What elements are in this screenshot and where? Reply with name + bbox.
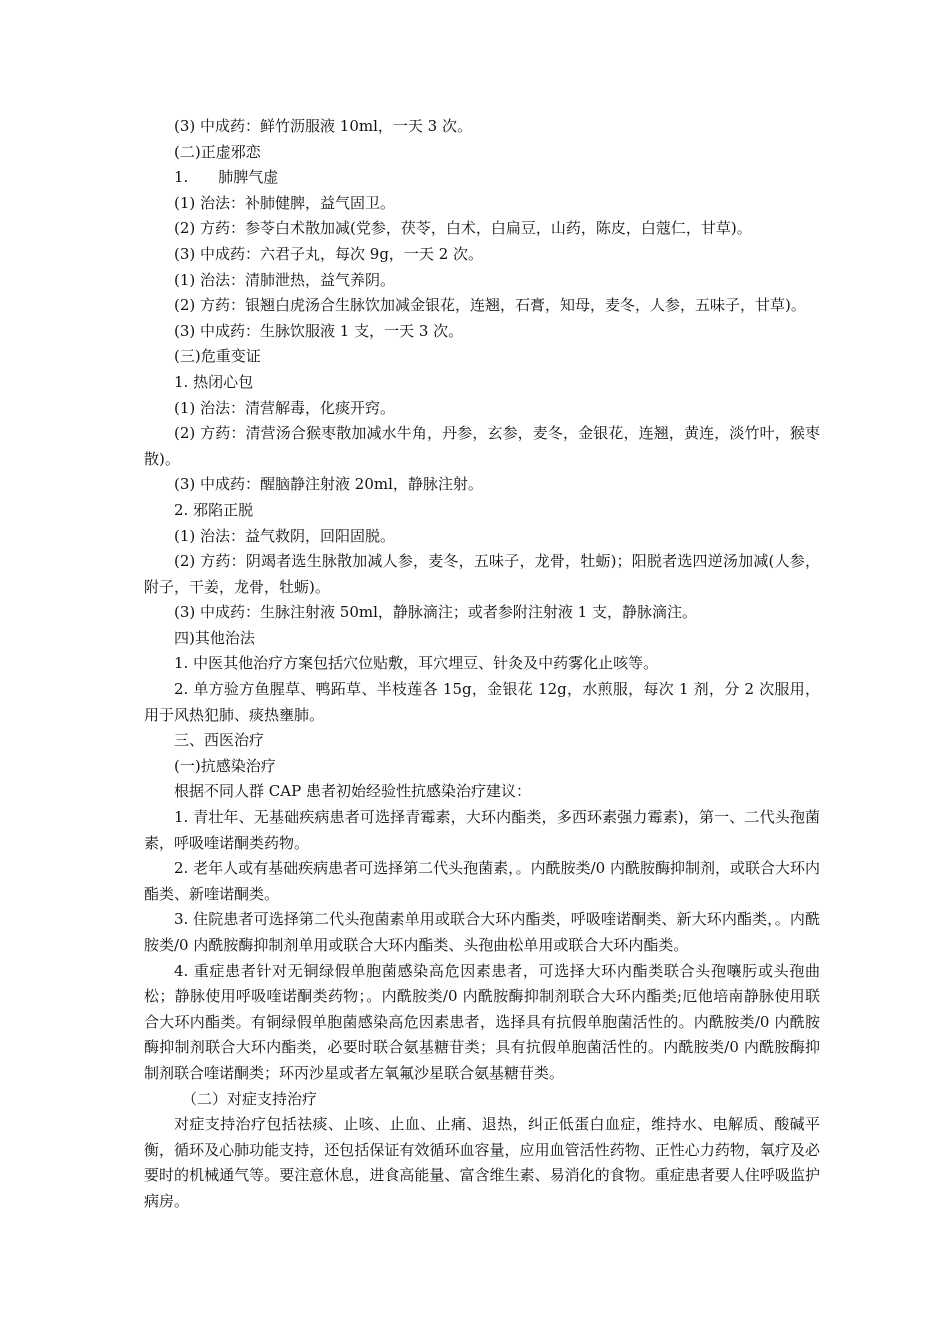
subsection-heading: 1. 热闭心包	[174, 372, 254, 391]
paragraph: 1. 中医其他治疗方案包括穴位贴敷，耳穴埋豆、针灸及中药雾化止咳等。	[174, 654, 659, 673]
paragraph: (2) 方药：银翘白虎汤合生脉饮加减金银花，连翘，石膏，知母，麦冬，人参，五味子，甘草)。	[174, 296, 806, 315]
paragraph: 根据不同人群 CAP 患者初始经验性抗感染治疗建议：	[174, 782, 531, 801]
paragraph: (3) 中成药：生脉注射液 50ml，静脉滴注；或者参附注射液 1 支，静脉滴注。	[174, 603, 697, 622]
paragraph: 2. 单方验方鱼腥草、鸭跖草、半枝莲各 15g，金银花 12g，水煎服，每次 1 剂，分 2 次服用，用于风热犯肺、痰热壅肺。	[144, 680, 820, 724]
paragraph: (2) 方药：清营汤合猴枣散加减水牛角，丹参，玄参，麦冬，金银花，连翘，黄连，淡竹叶，猴枣散)。	[144, 424, 820, 468]
document-body	[144, 114, 820, 1215]
section-heading: (三)危重变证	[174, 347, 261, 366]
section-heading: 四)其他治法	[174, 628, 255, 647]
section-heading: (二)正虚邪恋	[174, 142, 261, 161]
paragraph: (1) 治法：益气救阴，回阳固脱。	[174, 526, 396, 545]
paragraph: (2) 方药：阴竭者选生脉散加减人参，麦冬，五味子，龙骨，牡蛎)；阳脱者选四逆汤加减(人参，附子，干姜，龙骨，牡蛎)。	[144, 552, 820, 596]
paragraph: (1) 治法：补肺健脾，益气固卫。	[174, 193, 396, 212]
paragraph: (2) 方药：参苓白术散加减(党参，茯苓，白术，白扁豆，山药，陈皮，白蔻仁，甘草)。	[174, 219, 752, 238]
subsection-heading: 1. 肺脾气虚	[174, 168, 279, 187]
section-heading: (一)抗感染治疗	[174, 756, 276, 775]
paragraph: 3. 住院患者可选择第二代头孢菌素单用或联合大环内酯类，呼吸喹诺酮类、新大环内酯类，。内酰胺类/0 内酰胺酶抑制剂单用或联合大环内酯类、头孢曲松单用或联合大环内酯类。	[144, 910, 820, 954]
paragraph: (3) 中成药：六君子丸，每次 9g，一天 2 次。	[174, 244, 484, 263]
paragraph: (3) 中成药：鲜竹沥服液 10ml，一天 3 次。	[174, 117, 472, 135]
paragraph: 4. 重症患者针对无铜绿假单胞菌感染高危因素患者，可选择大环内酯类联合头孢嚷肟或头孢曲松；静脉使用呼吸喹诺酮类药物；。内酰胺类/0 内酰胺酶抑制剂联合大环内酯类;厄他培南静脉使用联合大环内酯类。有铜绿假单胞菌感染高危因素患者，选择具有抗假单胞菌活性的。内酰胺类/0 内酰胺酶抑制剂联合大环内酯类，必要时联合氨基糖苷类；具有抗假单胞菌活性的。内酰胺类/0 内酰胺酶抑制剂联合喹诺酮类；环丙沙星或者左氧氟沙星联合氨基糖苷类。	[144, 961, 820, 1082]
paragraph: 2. 老年人或有基础疾病患者可选择第二代头孢菌素，。内酰胺类/0 内酰胺酶抑制剂，或联合大环内酯类、新喹诺酮类。	[144, 859, 820, 903]
paragraph: (1) 治法：清营解毒，化痰开窍。	[174, 398, 396, 417]
paragraph: (1) 治法：清肺泄热，益气养阴。	[174, 270, 396, 289]
chapter-heading: 三、西医治疗	[174, 731, 265, 750]
paragraph: 对症支持治疗包括祛痰、止咳、止血、止痛、退热，纠正低蛋白血症，维持水、电解质、酸碱平衡，循环及心肺功能支持，还包括保证有效循环血容量，应用血管活性药物、正性心力药物，氧疗及必要时的机械通气等。要注意休息，进食高能量、富含维生素、易消化的食物。重症患者要人住呼吸监护病房。	[144, 1115, 820, 1210]
paragraph: 1. 青壮年、无基础疾病患者可选择青霉素，大环内酯类，多西环素强力霉素)，第一、二代头孢菌素，呼吸喹诺酮类药物。	[144, 808, 820, 852]
subsection-heading: 2. 邪陷正脱	[174, 500, 254, 519]
paragraph: (3) 中成药：生脉饮服液 1 支，一天 3 次。	[174, 321, 464, 340]
paragraph: (3) 中成药：醒脑静注射液 20ml，静脉注射。	[174, 475, 483, 494]
section-heading: （二）对症支持治疗	[182, 1089, 318, 1108]
